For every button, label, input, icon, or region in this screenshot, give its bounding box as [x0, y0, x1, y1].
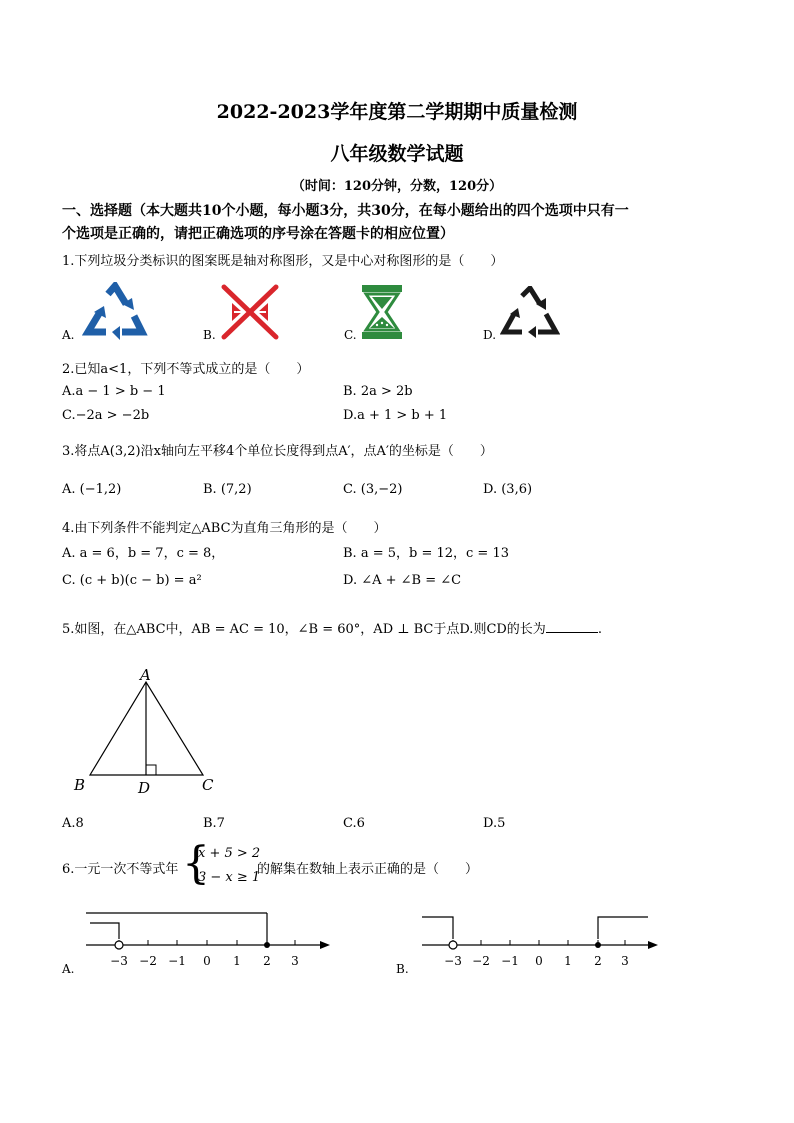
q6b-tick-label: −2 — [472, 954, 490, 968]
q3-option-a: A. (−1,2) — [62, 482, 122, 497]
recycle-black-icon — [500, 286, 560, 340]
q3-stem: 3.将点A(3,2)沿x轴向左平移4个单位长度得到点A′，点A′的坐标是（ ） — [62, 444, 493, 459]
q2-option-b: B. 2a > 2b — [343, 384, 413, 399]
q5-fig-label-d: D — [138, 779, 151, 797]
q5-fig-label-c: C — [202, 776, 214, 794]
q2-stem: 2.已知a<1，下列不等式成立的是（ ） — [62, 362, 310, 377]
q6b-tick-label: 1 — [564, 954, 572, 968]
q2-option-d: D.a + 1 > b + 1 — [343, 408, 448, 423]
q6-label-a: A. — [62, 962, 75, 976]
q6-stem-pre: 6.一元一次不等式年 — [62, 862, 179, 877]
exam-title: 2022-2023学年度第二学期期中质量检测 — [216, 101, 578, 123]
section-heading-line1: 一、选择题（本大题共10个小题，每小题3分，共30分，在每小题给出的四个选项中只有一 — [62, 203, 629, 219]
q1-label-b: B. — [203, 328, 216, 342]
q1-label-d: D. — [483, 328, 497, 342]
q5-stem-line — [62, 618, 602, 637]
q6a-tick-label: 2 — [263, 954, 271, 968]
q6a-tick-label: −1 — [168, 954, 186, 968]
q6-stem-post: 的解集在数轴上表示正确的是（ ） — [257, 862, 479, 877]
q6a-tick-label: −3 — [110, 954, 128, 968]
q5-option-d: D.5 — [483, 816, 506, 831]
recycle-blue-icon — [82, 282, 148, 342]
q1-stem: 1.下列垃圾分类标识的图案既是轴对称图形，又是中心对称图形的是（ ） — [62, 254, 504, 269]
q6b-tick-label: −3 — [444, 954, 462, 968]
q5-fig-label-a: A — [140, 666, 151, 684]
q6-ineq-1: x + 5 > 2 — [198, 846, 261, 861]
q3-option-c: C. (3,−2) — [343, 482, 403, 497]
q6a-tick-label: 0 — [203, 954, 211, 968]
q3-option-d: D. (3,6) — [483, 482, 533, 497]
q4-stem: 4.由下列条件不能判定△ABC为直角三角形的是（ ） — [62, 521, 387, 536]
q2-option-c: C.−2a > −2b — [62, 408, 150, 423]
q5-fig-label-b: B — [74, 776, 86, 794]
q5-option-b: B.7 — [203, 816, 225, 831]
q5-triangle-figure — [68, 664, 228, 800]
q4-option-b: B. a = 5，b = 12，c = 13 — [343, 546, 509, 561]
q4-option-a: A. a = 6，b = 7，c = 8， — [62, 546, 225, 561]
q6a-tick-label: −2 — [139, 954, 157, 968]
green-hourglass-icon — [360, 283, 404, 341]
red-arrows-icon — [220, 283, 280, 341]
exam-subtitle: 八年级数学试题 — [330, 143, 464, 165]
q1-label-a: A. — [62, 328, 75, 342]
q6b-tick-label: 0 — [535, 954, 543, 968]
q6b-tick-label: 3 — [621, 954, 629, 968]
q6-number-line-b — [418, 908, 668, 970]
q4-option-c: C. (c + b)(c − b) = a² — [62, 573, 202, 588]
q6-number-line-a — [84, 908, 334, 970]
q5-option-a: A.8 — [62, 816, 84, 831]
q6a-tick-label: 1 — [233, 954, 241, 968]
exam-info: （时间：120分钟，分数，120分） — [291, 179, 503, 194]
q5-stem: 5.如图，在△ABC中，AB = AC = 10，∠B = 60°，AD ⊥ BC于点D.则CD的长为 — [62, 622, 546, 637]
q1-label-c: C. — [344, 328, 357, 342]
q6-ineq-2: 3 − x ≥ 1 — [198, 870, 261, 885]
q2-option-a: A.a − 1 > b − 1 — [62, 384, 166, 399]
q6b-tick-label: −1 — [501, 954, 519, 968]
q6b-tick-label: 2 — [594, 954, 602, 968]
q5-answer-blank — [546, 620, 598, 633]
q4-option-d: D. ∠A + ∠B = ∠C — [343, 573, 462, 588]
q3-option-b: B. (7,2) — [203, 482, 252, 497]
q6a-tick-label: 3 — [291, 954, 299, 968]
q6-label-b: B. — [396, 962, 409, 976]
q5-stem-end: . — [597, 622, 602, 637]
q6-system-brace: { — [182, 838, 210, 889]
section-heading-line2: 个选项是正确的，请把正确选项的序号涂在答题卡的相应位置） — [62, 226, 454, 242]
q5-option-c: C.6 — [343, 816, 365, 831]
